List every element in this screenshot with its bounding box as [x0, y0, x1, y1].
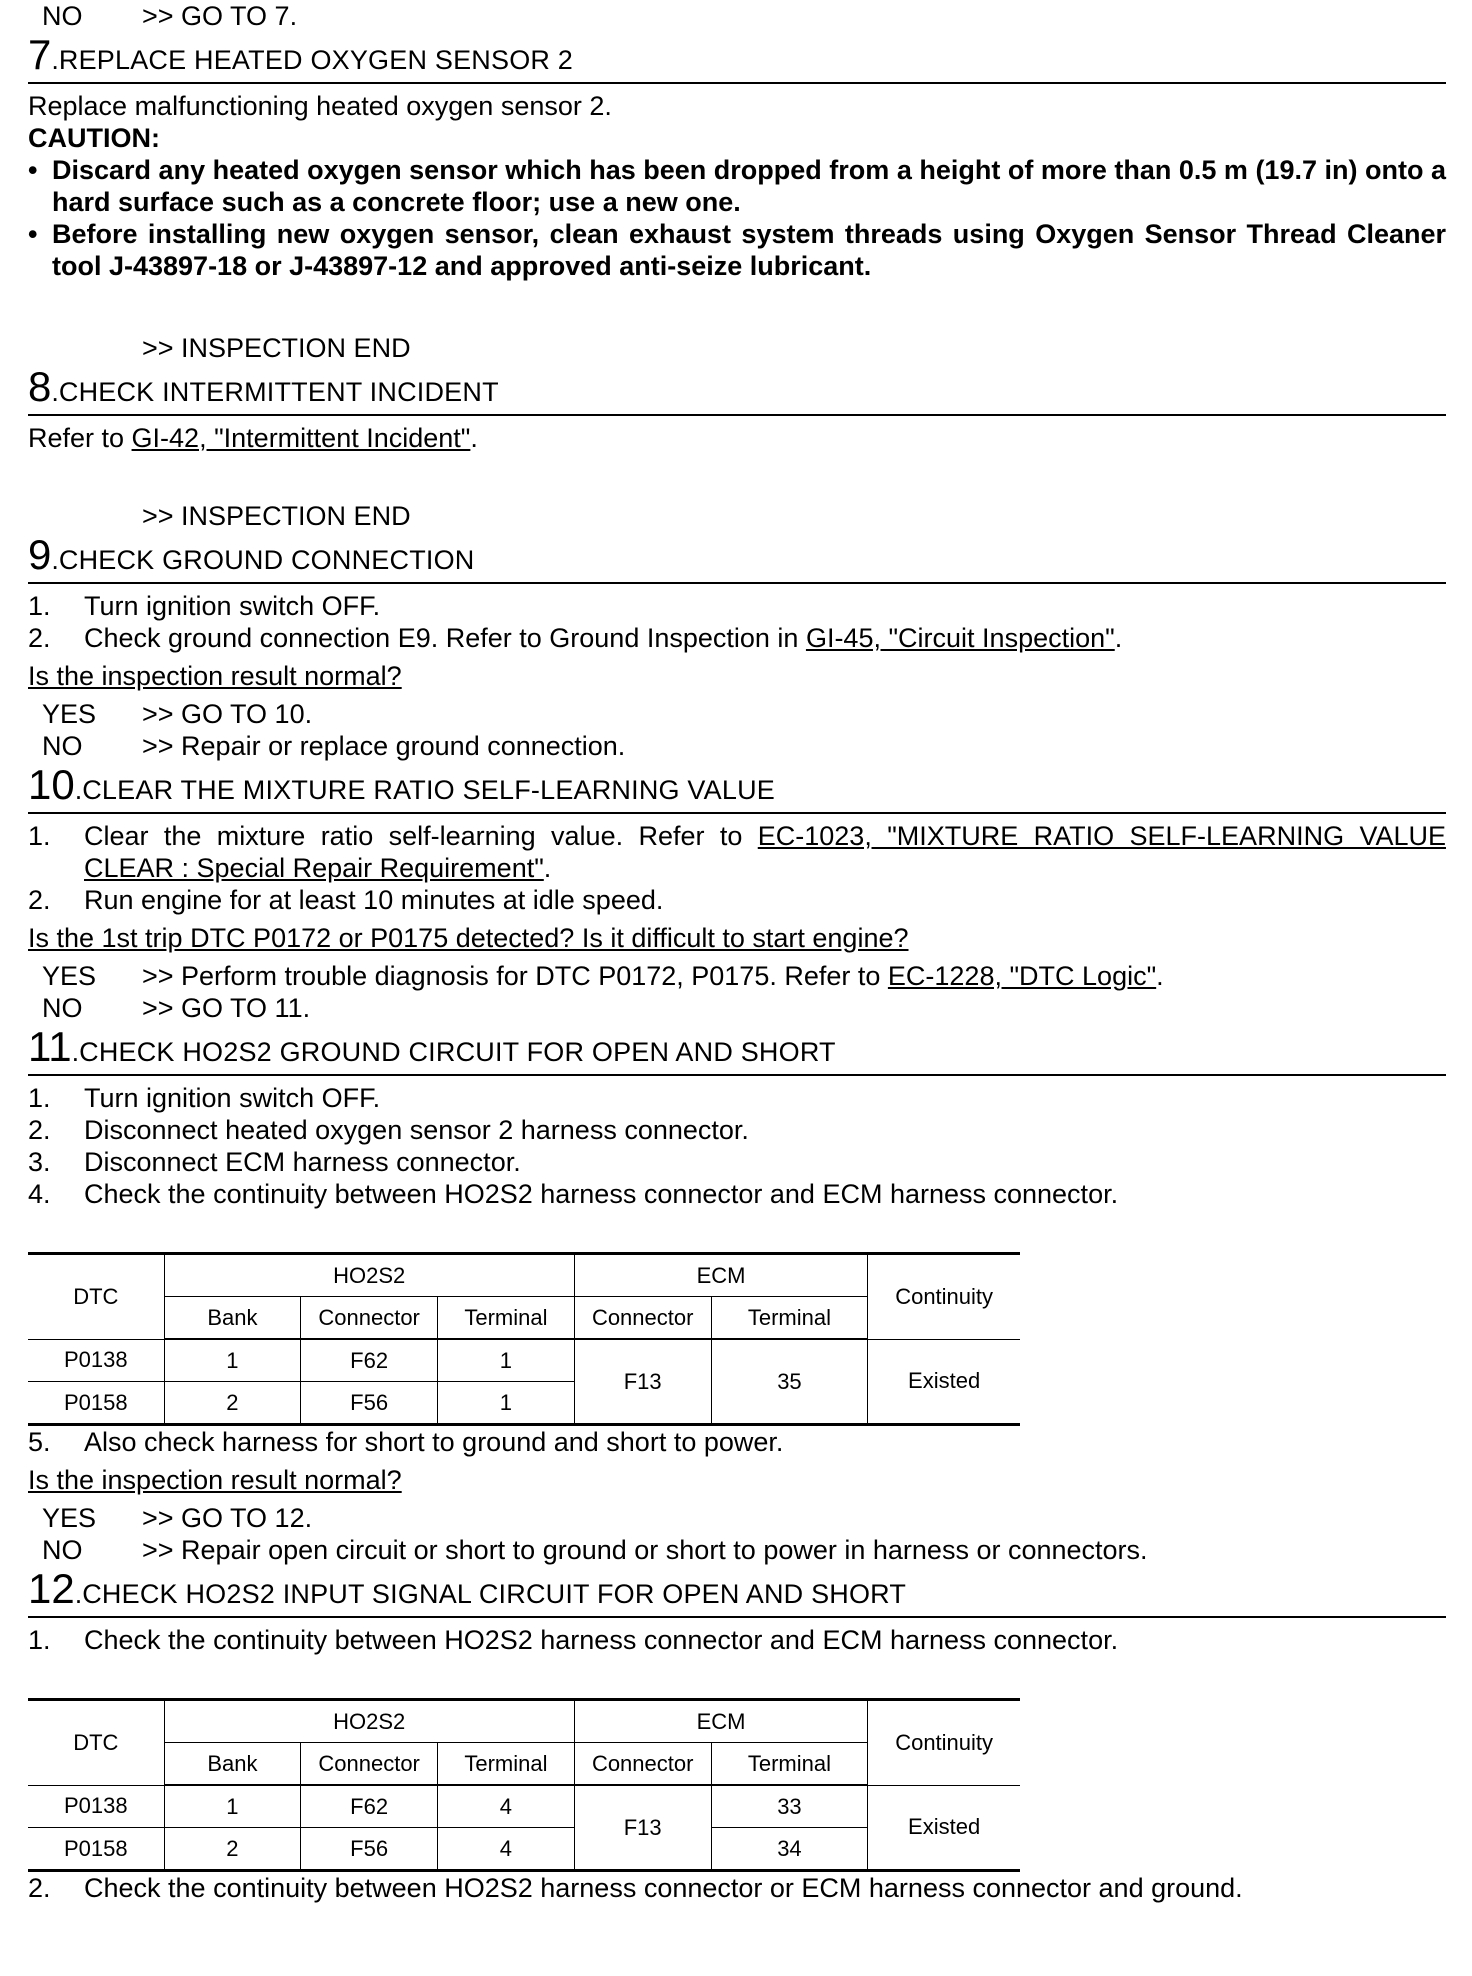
col-bank: Bank [164, 1297, 301, 1340]
bullet-icon: • [28, 155, 38, 185]
cell-ecm-connector: F13 [574, 1785, 711, 1871]
answer-key: YES [42, 1503, 97, 1533]
cell-connector: F56 [301, 1382, 438, 1425]
answer-no [28, 0, 1446, 32]
col-dtc: DTC [28, 1700, 164, 1786]
answer-text: >> GO TO 11. [142, 993, 311, 1023]
item-text: Clear the mixture ratio self-learning value. Refer to [84, 821, 758, 851]
cell-terminal: 1 [438, 1382, 575, 1425]
step-dot: . [51, 377, 59, 407]
list-item [28, 820, 1446, 884]
cell-connector: F62 [301, 1785, 438, 1828]
step-dot: . [51, 45, 59, 75]
answer-key: NO [42, 731, 83, 761]
answer-text-wrap [142, 960, 1164, 992]
ec-1023-link[interactable]: EC-1023, "MIXTURE RATIO SELF-LEARNING VALUE CLEAR : Special Repair Requirement" [84, 821, 1446, 883]
answer-suffix: . [1156, 961, 1164, 991]
step-number: 7 [28, 31, 52, 78]
item-number: 1. [28, 591, 51, 621]
step-dot: . [74, 775, 83, 805]
spacer [28, 282, 1446, 332]
item-number: 1. [28, 1625, 51, 1655]
item-number: 1. [28, 821, 51, 851]
list-item [28, 1114, 1446, 1146]
cell-connector: F56 [301, 1828, 438, 1871]
list-item [28, 884, 1446, 916]
cell-ecm-terminal: 34 [711, 1828, 868, 1871]
inspection-question: Is the inspection result normal? [28, 1465, 402, 1495]
answer-no [28, 730, 1446, 762]
item-text: Check the continuity between HO2S2 harness connector or ECM harness connector and ground. [84, 1873, 1243, 1903]
col-terminal: Terminal [438, 1297, 575, 1340]
spacer [28, 1210, 1446, 1252]
col-ecm-terminal: Terminal [711, 1297, 868, 1340]
list-item [28, 622, 1446, 654]
cell-dtc: P0138 [28, 1785, 164, 1828]
col-ho2s2: HO2S2 [164, 1254, 574, 1297]
answer-text: >> GO TO 10. [142, 699, 313, 729]
table-row [28, 1785, 1020, 1828]
answer-text: >> Perform trouble diagnosis for DTC P0172, P0175. Refer to [142, 961, 888, 991]
caution-text: Discard any heated oxygen sensor which has been dropped from a height of more than 0.5 m (19.7 in) onto a hard surface such as a concrete floor; use a new one. [52, 155, 1446, 217]
list-item [28, 1872, 1446, 1904]
answer-no [28, 1534, 1446, 1566]
step-12-header [28, 1566, 1446, 1618]
cell-bank: 1 [164, 1785, 301, 1828]
answer-yes [28, 960, 1446, 992]
item-text: Also check harness for short to ground and short to power. [84, 1427, 784, 1457]
item-text: Turn ignition switch OFF. [84, 591, 381, 621]
step-number: 8 [28, 363, 52, 410]
col-dtc: DTC [28, 1254, 164, 1340]
step-title: CHECK HO2S2 INPUT SIGNAL CIRCUIT FOR OPEN AND SHORT [82, 1579, 907, 1609]
step-title: CLEAR THE MIXTURE RATIO SELF-LEARNING VALUE [82, 775, 775, 805]
step-10-header [28, 762, 1446, 814]
step-title: CHECK HO2S2 GROUND CIRCUIT FOR OPEN AND SHORT [79, 1037, 836, 1067]
cell-bank: 2 [164, 1828, 301, 1871]
item-text: Disconnect heated oxygen sensor 2 harness connector. [84, 1115, 749, 1145]
step-dot: . [51, 545, 59, 575]
col-continuity: Continuity [868, 1254, 1020, 1340]
cell-dtc: P0158 [28, 1828, 164, 1871]
col-ecm-connector: Connector [574, 1297, 711, 1340]
item-number: 2. [28, 885, 51, 915]
step-number: 11 [28, 1023, 72, 1070]
caution-text: Before installing new oxygen sensor, clean exhaust system threads using Oxygen Sensor Thread Cleaner tool J-43897-18 or J-43897-12 and approved anti-seize lubricant. [52, 219, 1446, 281]
step-11-header [28, 1024, 1446, 1076]
caution-item [28, 218, 1446, 282]
item-text: Check the continuity between HO2S2 harness connector and ECM harness connector. [84, 1625, 1119, 1655]
step-number: 10 [28, 761, 75, 808]
item-text: Turn ignition switch OFF. [84, 1083, 381, 1113]
cell-terminal: 4 [438, 1828, 575, 1871]
answer-text: >> Repair or replace ground connection. [142, 731, 626, 761]
answer-key: NO [42, 1535, 83, 1565]
answer-text: >> Repair open circuit or short to ground or short to power in harness or connectors. [142, 1535, 1148, 1565]
list-item [28, 1082, 1446, 1114]
item-number: 1. [28, 1083, 51, 1113]
step-9-header [28, 532, 1446, 584]
step-dot: . [74, 1579, 83, 1609]
cell-connector: F62 [301, 1339, 438, 1382]
answer-key: YES [42, 699, 97, 729]
cell-ecm-connector: F13 [574, 1339, 711, 1425]
item-text: Run engine for at least 10 minutes at idle speed. [84, 885, 664, 915]
caution-label: CAUTION: [28, 123, 160, 153]
inspection-end: >> INSPECTION END [142, 333, 411, 363]
answer-yes [28, 1502, 1446, 1534]
item-number: 4. [28, 1179, 51, 1209]
table-row [28, 1339, 1020, 1382]
step-8-body [28, 422, 1446, 454]
list-item [28, 590, 1446, 622]
list-item [28, 1146, 1446, 1178]
body-prefix: Refer to [28, 423, 132, 453]
item-suffix: . [543, 853, 552, 883]
col-ecm: ECM [574, 1254, 867, 1297]
continuity-table-signal [28, 1698, 1020, 1872]
item-text-wrap [84, 820, 1446, 884]
answer-key: NO [42, 993, 83, 1023]
item-number: 3. [28, 1147, 51, 1177]
cell-ecm-terminal: 35 [711, 1339, 868, 1425]
ec-1228-link[interactable]: EC-1228, "DTC Logic" [887, 961, 1157, 991]
caution-item [28, 154, 1446, 218]
answer-no [28, 992, 1446, 1024]
answer-text: >> GO TO 12. [142, 1503, 313, 1533]
cell-bank: 2 [164, 1382, 301, 1425]
cell-ecm-terminal: 33 [711, 1785, 868, 1828]
gi-45-link[interactable]: GI-45, "Circuit Inspection" [805, 623, 1115, 653]
spacer [28, 1656, 1446, 1698]
step-number: 9 [28, 531, 52, 578]
inspection-question: Is the 1st trip DTC P0172 or P0175 detected? Is it difficult to start engine? [28, 923, 909, 953]
answer-key: NO [42, 1, 83, 31]
item-suffix: . [1114, 623, 1123, 653]
item-number: 2. [28, 1115, 51, 1145]
gi-42-link[interactable]: GI-42, "Intermittent Incident" [131, 423, 471, 453]
col-connector: Connector [301, 1743, 438, 1786]
bullet-icon: • [28, 219, 38, 249]
col-ecm-terminal: Terminal [711, 1743, 868, 1786]
col-ho2s2: HO2S2 [164, 1700, 574, 1743]
step-7-body: Replace malfunctioning heated oxygen sensor 2. [28, 91, 612, 121]
item-text: Check ground connection E9. Refer to Ground Inspection in [84, 623, 806, 653]
col-continuity: Continuity [868, 1700, 1020, 1786]
answer-text: >> GO TO 7. [142, 1, 298, 31]
item-text: Check the continuity between HO2S2 harness connector and ECM harness connector. [84, 1179, 1119, 1209]
step-dot: . [71, 1037, 80, 1067]
inspection-end: >> INSPECTION END [142, 501, 411, 531]
answer-yes [28, 698, 1446, 730]
item-text-wrap [84, 622, 1122, 654]
col-terminal: Terminal [438, 1743, 575, 1786]
continuity-table-ground [28, 1252, 1020, 1426]
cell-dtc: P0138 [28, 1339, 164, 1382]
cell-terminal: 1 [438, 1339, 575, 1382]
list-item [28, 1624, 1446, 1656]
step-title: CHECK INTERMITTENT INCIDENT [58, 377, 499, 407]
step-number: 12 [28, 1565, 75, 1612]
step-title: CHECK GROUND CONNECTION [58, 545, 475, 575]
step-7-header [28, 32, 1446, 84]
list-item [28, 1426, 1446, 1458]
cell-terminal: 4 [438, 1785, 575, 1828]
cell-continuity: Existed [868, 1785, 1020, 1871]
item-text: Disconnect ECM harness connector. [84, 1147, 521, 1177]
col-ecm: ECM [574, 1700, 867, 1743]
spacer [28, 454, 1446, 500]
body-suffix: . [470, 423, 478, 453]
service-manual-page [28, 0, 1446, 1904]
cell-bank: 1 [164, 1339, 301, 1382]
col-connector: Connector [301, 1297, 438, 1340]
col-ecm-connector: Connector [574, 1743, 711, 1786]
step-title: REPLACE HEATED OXYGEN SENSOR 2 [58, 45, 574, 75]
list-item [28, 1178, 1446, 1210]
col-bank: Bank [164, 1743, 301, 1786]
item-number: 5. [28, 1427, 51, 1457]
answer-key: YES [42, 961, 97, 991]
item-number: 2. [28, 1873, 51, 1903]
inspection-question: Is the inspection result normal? [28, 661, 402, 691]
cell-dtc: P0158 [28, 1382, 164, 1425]
item-number: 2. [28, 623, 51, 653]
cell-continuity: Existed [868, 1339, 1020, 1425]
step-8-header [28, 364, 1446, 416]
